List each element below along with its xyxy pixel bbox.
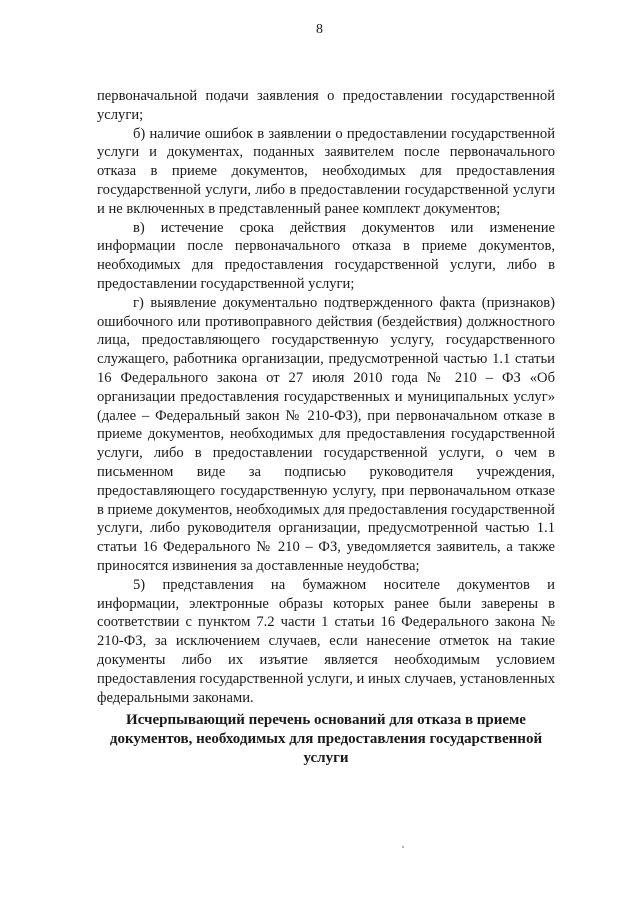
paragraph-g: г) выявление документально подтвержденного факта (признаков) ошибочного или противоправного действия (бездействия) должностного лица, предоставляющего государственную услугу, государственного служащего, работника организации, предусмотренной частью 1.1 статьи 16 Федерального закона от 27 июля 2010 года № 210 – ФЗ «Об организации предоставления государственных и муниципальных услуг» (далее – Федеральный закон № 210-ФЗ), при первоначальном отказе в приеме документов, необходимых для предоставления государственной услуги, либо в предоставлении государственной услуги, о чем в письменном виде за подписью руководителя учреждения, предоставляющего государственную услугу, при первоначальном отказе в приеме документов, необходимых для предоставления государственной услуги, либо руководителя организации, предусмотренной частью 1.1 статьи 16 Федерального № 210 – ФЗ, уведомляется заявитель, а также приносятся извинения за доставленные неудобства;	[97, 294, 555, 574]
paragraph-continuation: первоначальной подачи заявления о предоставлении государственной услуги;	[97, 88, 555, 123]
section-heading-line-1: Исчерпывающий перечень оснований для отказа в приеме	[126, 712, 526, 728]
page-number: 8	[316, 22, 323, 37]
body-text	[97, 87, 555, 707]
paragraph-5: 5) представления на бумажном носителе документов и информации, электронные образы которых ранее были заверены в соответствии с пунктом 7.2 части 1 статьи 16 Федерального закона № 210-ФЗ, за исключением случаев, если нанесение отметок на такие документы либо их изъятие является необходимым условием предоставления государственной услуги, и иных случаев, установленных федеральными законами.	[97, 576, 555, 706]
paragraph-b: б) наличие ошибок в заявлении о предоставлении государственной услуги и документах, поданных заявителем после первоначального отказа в приеме документов, необходимых для предоставления государственной услуги, либо в предоставлении государственной услуги и не включенных в представленный ранее комплект документов;	[97, 125, 555, 217]
paragraph-v: в) истечение срока действия документов или изменение информации после первоначального отказа в приеме документов, необходимых для предоставления государственной услуги, либо в предоставлении государственной услуги;	[97, 219, 555, 292]
section-heading-line-2: документов, необходимых для предоставления государственной	[109, 731, 543, 747]
section-heading-line-3: услуги	[303, 750, 349, 766]
scan-speck	[402, 846, 404, 848]
section-heading	[97, 711, 555, 768]
